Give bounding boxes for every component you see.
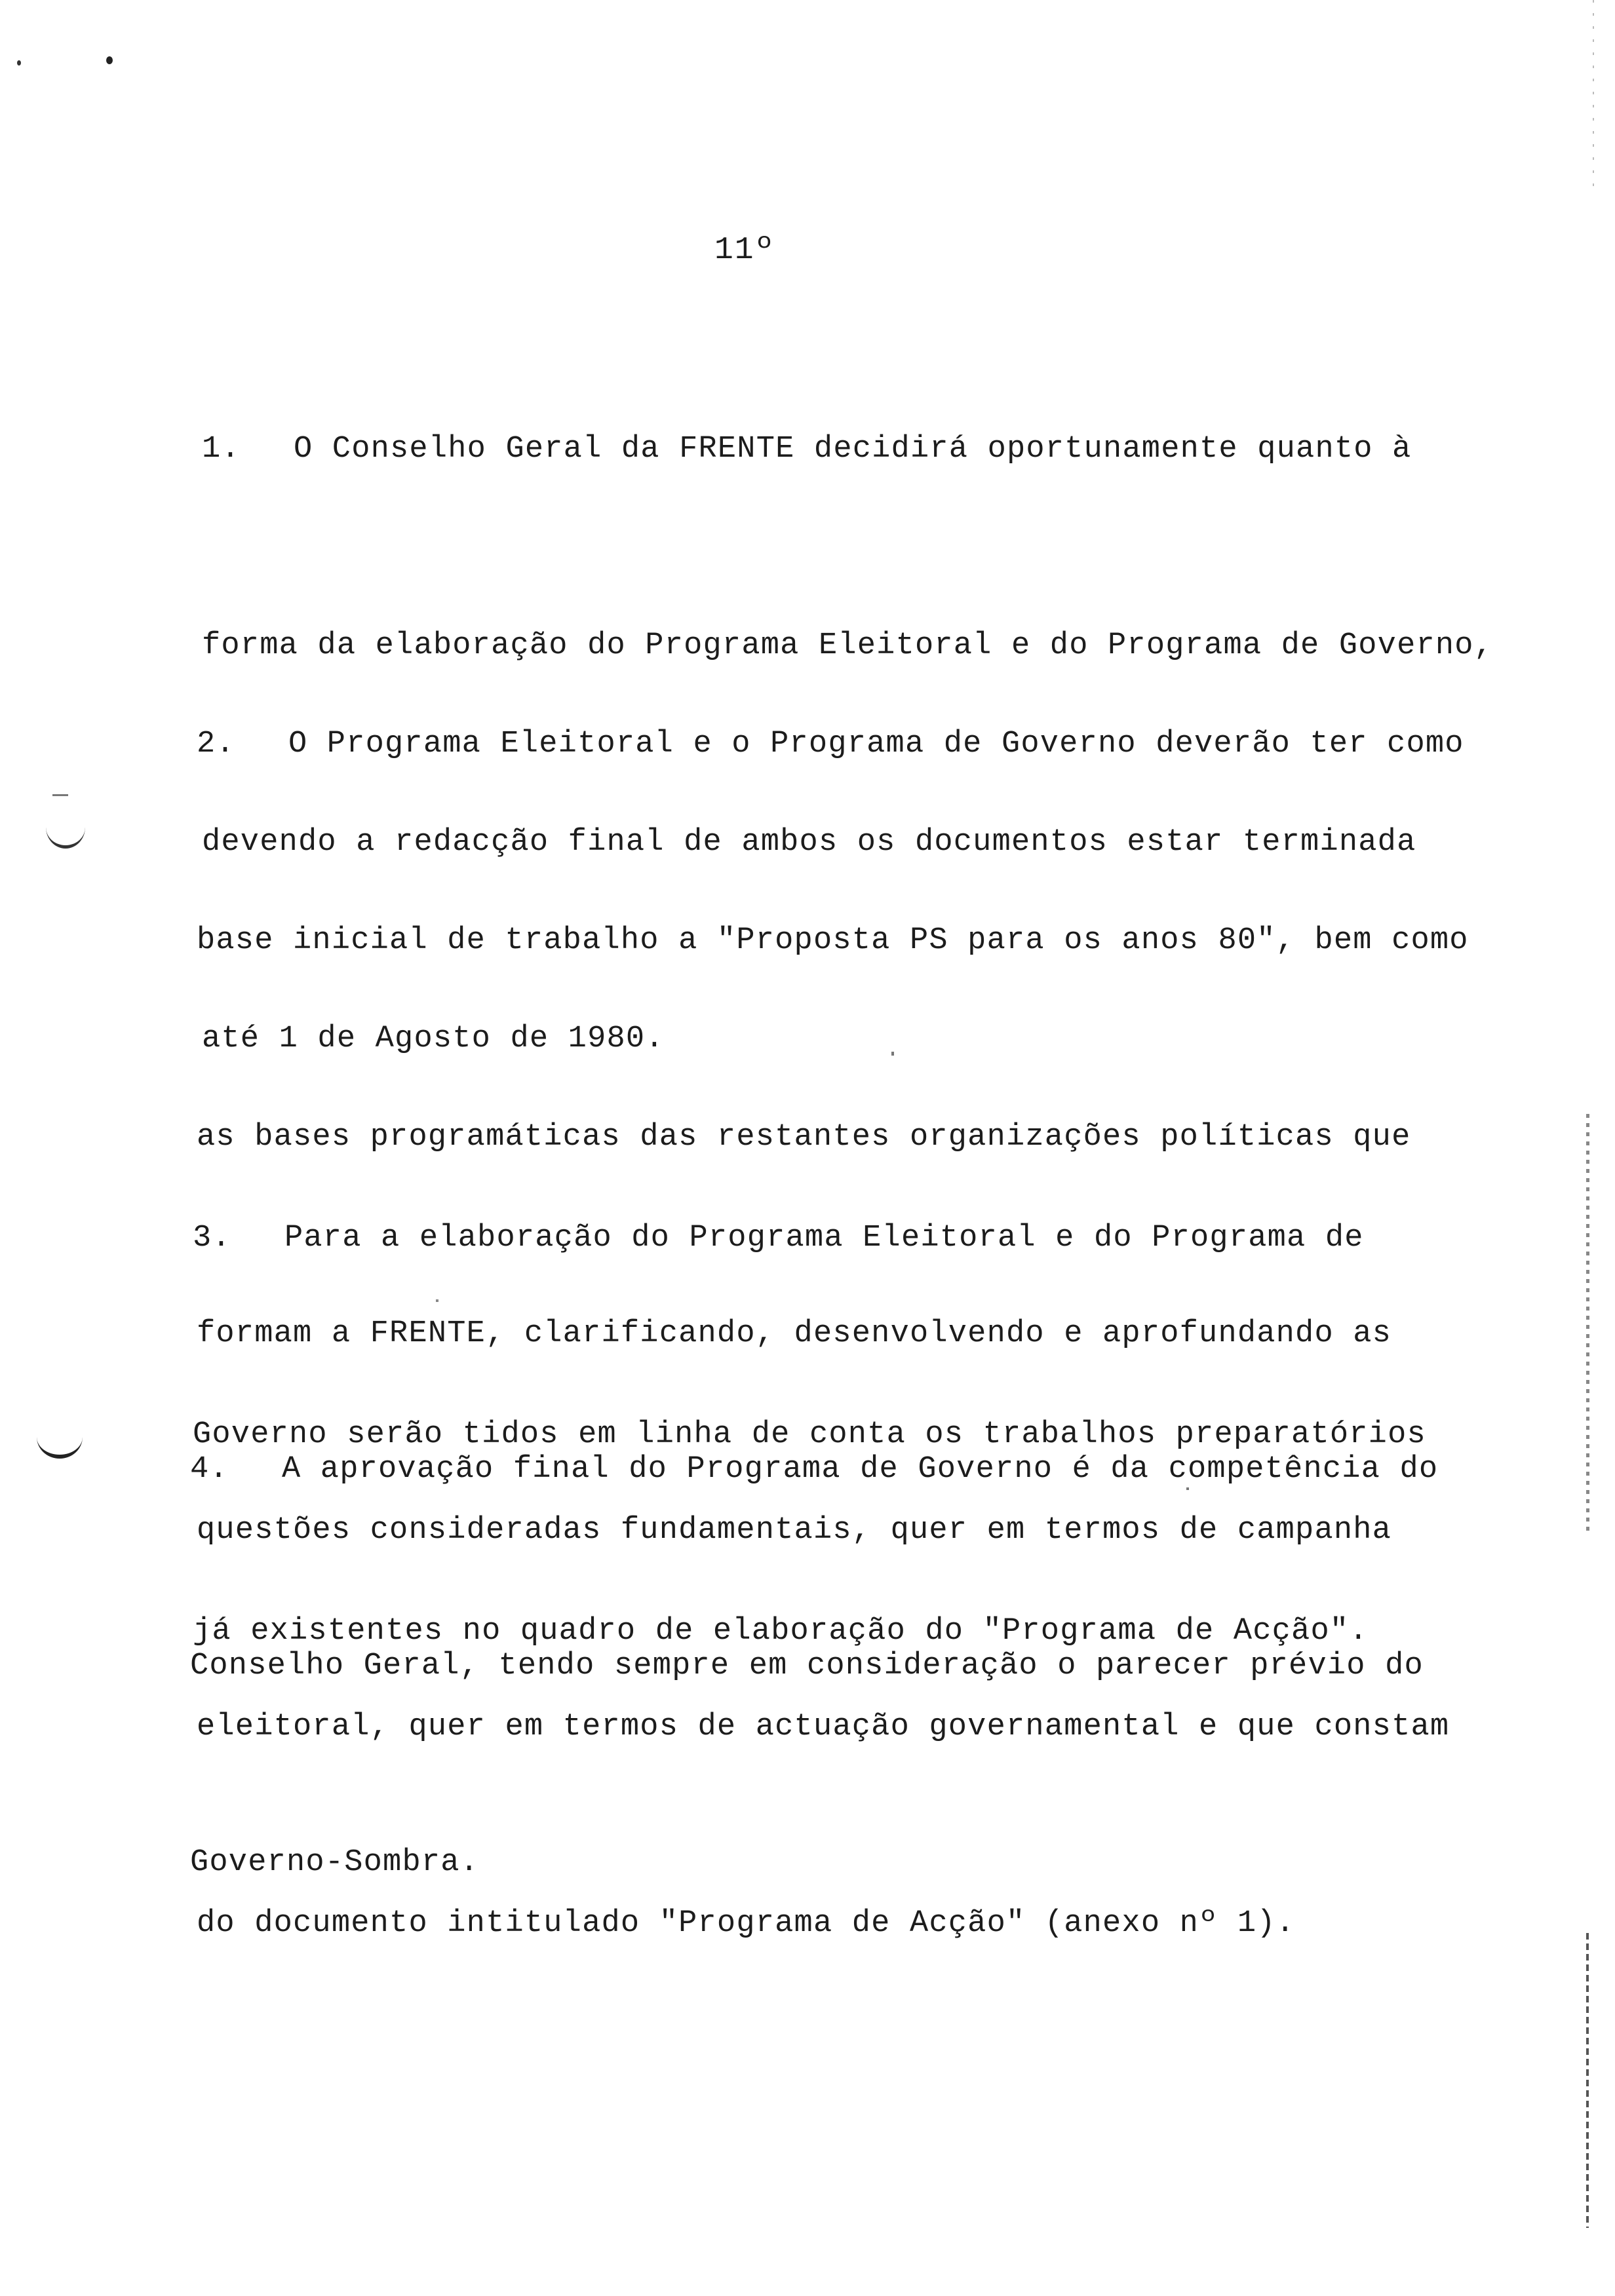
paragraph-line: já existentes no quadro de elaboração do "Programa de Acção". <box>193 1614 1369 1649</box>
paragraph-line: questões consideradas fundamentais, quer em termos de campanha <box>197 1513 1392 1548</box>
paragraph-line: base inicial de trabalho a "Proposta PS para os anos 80", bem como <box>197 923 1469 958</box>
binder-hole-mark <box>46 806 85 849</box>
scan-speck <box>106 56 113 64</box>
page-edge-shadow <box>1586 1114 1589 1533</box>
paragraph-line: devendo a redacção final de ambos os documentos estar terminada <box>202 825 1416 860</box>
paragraph-line: formam a FRENTE, clarificando, desenvolvendo e aprofundando as <box>197 1316 1392 1351</box>
paragraph-line: Governo-Sombra. <box>190 1845 480 1880</box>
scan-speck <box>17 60 21 66</box>
scan-speck <box>1186 1487 1189 1490</box>
page-number: 11º <box>714 233 775 268</box>
page-edge-shadow <box>1586 1933 1589 2228</box>
paragraph-line: as bases programáticas das restantes organizações políticas que <box>197 1120 1411 1155</box>
paragraph-line: forma da elaboração do Programa Eleitoral e do Programa de Governo, <box>202 628 1494 663</box>
paragraph-line: eleitoral, quer em termos de actuação governamental e que constam <box>197 1710 1450 1744</box>
paragraph-number: 4. <box>190 1452 229 1487</box>
scan-speck <box>436 1299 438 1302</box>
paragraph-4 <box>190 1306 1438 2027</box>
paragraph-line: 1. O Conselho Geral da FRENTE decidirá oportunamente quanto à <box>202 417 1493 482</box>
paragraph-number: 1. <box>202 432 241 467</box>
paragraph-line: do documento intitulado "Programa de Acção" (anexo nº 1). <box>197 1906 1296 1941</box>
paragraph-number: 2. <box>197 727 235 761</box>
scan-speck <box>891 1052 894 1056</box>
paragraph-line: 4. A aprovação final do Programa de Governo é da competência do <box>190 1437 1438 1502</box>
binder-hole-mark <box>52 794 68 796</box>
paragraph-line: Governo serão tidos em linha de conta os trabalhos preparatórios <box>193 1417 1426 1452</box>
binder-hole-mark <box>37 1415 83 1459</box>
paragraph-number: 3. <box>193 1221 231 1255</box>
page-edge-shadow <box>1593 0 1594 197</box>
paragraph-line: 3. Para a elaboração do Programa Eleitoral e do Programa de <box>193 1206 1426 1271</box>
paragraph-line: Conselho Geral, tendo sempre em consideração o parecer prévio do <box>190 1649 1424 1683</box>
paragraph-line: até 1 de Agosto de 1980. <box>202 1022 665 1056</box>
paragraph-line: 2. O Programa Eleitoral e o Programa de Governo deverão ter como <box>197 712 1469 777</box>
